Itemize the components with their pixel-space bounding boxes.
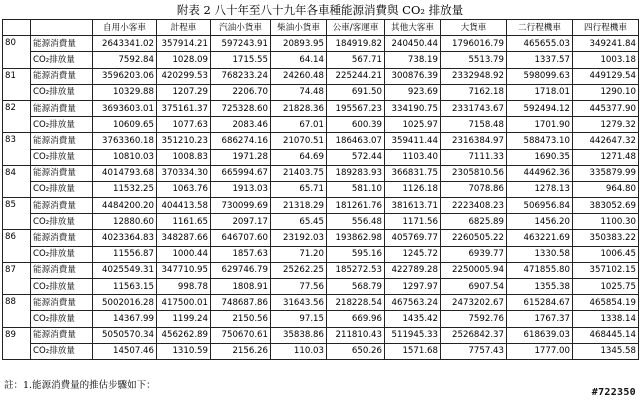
year-cell: 82 [3,100,31,132]
value-cell: 366831.75 [385,165,441,181]
value-cell: 77.56 [271,279,327,295]
value-cell: 1100.30 [573,214,639,230]
year-cell: 83 [3,133,31,165]
value-cell: 463221.69 [507,230,573,246]
value-cell: 240450.44 [385,36,441,52]
value-cell: 442647.32 [573,133,639,149]
table-row [3,52,639,68]
year-cell: 86 [3,230,31,262]
value-cell: 1808.91 [211,279,271,295]
column-header: 汽油小貨車 [211,20,271,36]
value-cell: 4025549.31 [93,262,157,278]
value-cell: 686274.16 [211,133,271,149]
year-cell: 84 [3,165,31,197]
value-cell: 3763360.18 [93,133,157,149]
value-cell: 588473.10 [507,133,573,149]
value-cell: 2250005.94 [441,262,507,278]
value-cell: 2156.26 [211,343,271,359]
year-cell: 89 [3,327,31,359]
value-cell: 1161.65 [157,214,211,230]
value-cell: 23192.03 [271,230,327,246]
value-cell: 359411.44 [385,133,441,149]
value-cell: 2223408.23 [441,198,507,214]
value-cell: 349241.84 [573,36,639,52]
value-cell: 21070.51 [271,133,327,149]
value-cell: 10609.65 [93,117,157,133]
value-cell: 1715.55 [211,52,271,68]
value-cell: 6939.77 [441,246,507,262]
table-row [3,198,639,214]
value-cell: 417500.01 [157,295,211,311]
value-cell: 185272.53 [327,262,385,278]
value-cell: 1063.76 [157,181,211,197]
value-cell: 7162.18 [441,84,507,100]
value-cell: 10329.88 [93,84,157,100]
table-row [3,327,639,343]
column-header: 計程車 [157,20,211,36]
value-cell: 97.15 [271,311,327,327]
value-cell: 348287.66 [157,230,211,246]
value-cell: 67.01 [271,117,327,133]
value-cell: 74.48 [271,84,327,100]
column-header [3,20,31,36]
value-cell: 730099.69 [211,198,271,214]
year-cell: 88 [3,295,31,327]
value-cell: 572.44 [327,149,385,165]
value-cell: 189283.93 [327,165,385,181]
value-cell: 420299.53 [157,68,211,84]
value-cell: 6825.89 [441,214,507,230]
value-cell: 456262.89 [157,327,211,343]
value-cell: 2316384.97 [441,133,507,149]
value-cell: 665994.67 [211,165,271,181]
energy-label-cell: 能源消費量 [31,198,93,214]
table-row [3,246,639,262]
value-cell: 7078.86 [441,181,507,197]
energy-label-cell: 能源消費量 [31,100,93,116]
value-cell: 35838.86 [271,327,327,343]
table-row [3,84,639,100]
value-cell: 506956.84 [507,198,573,214]
value-cell: 1701.90 [507,117,573,133]
value-cell: 600.39 [327,117,385,133]
value-cell: 31643.56 [271,295,327,311]
table-row [3,343,639,359]
value-cell: 669.96 [327,311,385,327]
value-cell: 2331743.67 [441,100,507,116]
value-cell: 4484200.20 [93,198,157,214]
value-cell: 375161.37 [157,100,211,116]
value-cell: 7757.43 [441,343,507,359]
value-cell: 1271.48 [573,149,639,165]
energy-label-cell: 能源消費量 [31,230,93,246]
value-cell: 1337.57 [507,52,573,68]
value-cell: 12880.60 [93,214,157,230]
table-row [3,68,639,84]
value-cell: 468445.14 [573,327,639,343]
table-body [3,36,639,360]
value-cell: 2083.46 [211,117,271,133]
value-cell: 646707.60 [211,230,271,246]
value-cell: 597243.91 [211,36,271,52]
value-cell: 357914.21 [157,36,211,52]
value-cell: 1008.83 [157,149,211,165]
co2-label-cell: CO₂排放量 [31,214,93,230]
value-cell: 71.20 [271,246,327,262]
value-cell: 24260.48 [271,68,327,84]
energy-label-cell: 能源消費量 [31,36,93,52]
value-cell: 1338.14 [573,311,639,327]
value-cell: 11556.87 [93,246,157,262]
value-cell: 383052.69 [573,198,639,214]
value-cell: 2526842.37 [441,327,507,343]
co2-label-cell: CO₂排放量 [31,343,93,359]
watermark-id: #722350 [591,387,636,398]
value-cell: 65.71 [271,181,327,197]
value-cell: 750670.61 [211,327,271,343]
value-cell: 4023364.83 [93,230,157,246]
value-cell: 444962.36 [507,165,573,181]
value-cell: 471855.80 [507,262,573,278]
value-cell: 1767.37 [507,311,573,327]
value-cell: 64.14 [271,52,327,68]
table-row [3,311,639,327]
value-cell: 422789.28 [385,262,441,278]
value-cell: 1103.40 [385,149,441,165]
value-cell: 2260505.22 [441,230,507,246]
value-cell: 998.78 [157,279,211,295]
value-cell: 64.69 [271,149,327,165]
value-cell: 1456.20 [507,214,573,230]
data-table [2,19,639,360]
value-cell: 1199.24 [157,311,211,327]
co2-label-cell: CO₂排放量 [31,181,93,197]
value-cell: 567.71 [327,52,385,68]
value-cell: 465655.03 [507,36,573,52]
value-cell: 1971.28 [211,149,271,165]
value-cell: 1025.75 [573,279,639,295]
value-cell: 405769.77 [385,230,441,246]
value-cell: 1718.01 [507,84,573,100]
value-cell: 598099.63 [507,68,573,84]
value-cell: 1777.00 [507,343,573,359]
value-cell: 3693603.01 [93,100,157,116]
value-cell: 923.69 [385,84,441,100]
value-cell: 511945.33 [385,327,441,343]
value-cell: 618639.03 [507,327,573,343]
energy-label-cell: 能源消費量 [31,295,93,311]
value-cell: 1796016.79 [441,36,507,52]
value-cell: 14367.99 [93,311,157,327]
table-row [3,230,639,246]
value-cell: 1297.97 [385,279,441,295]
value-cell: 2643341.02 [93,36,157,52]
value-cell: 300876.39 [385,68,441,84]
year-cell: 87 [3,262,31,294]
year-cell: 80 [3,36,31,68]
footnote: 註：1.能源消費量的推估步驟如下： [4,380,156,391]
value-cell: 1245.72 [385,246,441,262]
value-cell: 1278.13 [507,181,573,197]
column-header: 柴油小貨車 [271,20,327,36]
value-cell: 1077.63 [157,117,211,133]
column-header [31,20,93,36]
value-cell: 334190.75 [385,100,441,116]
co2-label-cell: CO₂排放量 [31,84,93,100]
year-cell: 85 [3,198,31,230]
value-cell: 193862.98 [327,230,385,246]
energy-label-cell: 能源消費量 [31,68,93,84]
value-cell: 20893.95 [271,36,327,52]
value-cell: 3596203.06 [93,68,157,84]
value-cell: 6907.54 [441,279,507,295]
value-cell: 186463.07 [327,133,385,149]
value-cell: 1571.68 [385,343,441,359]
value-cell: 7111.33 [441,149,507,165]
table-row [3,133,639,149]
column-header: 自用小客車 [93,20,157,36]
value-cell: 65.45 [271,214,327,230]
value-cell: 4014793.68 [93,165,157,181]
table-title: 附表 2 八十年至八十九年各車種能源消費與 CO₂ 排放量 [176,3,464,17]
value-cell: 629746.79 [211,262,271,278]
value-cell: 1207.29 [157,84,211,100]
value-cell: 184919.82 [327,36,385,52]
value-cell: 1028.09 [157,52,211,68]
energy-label-cell: 能源消費量 [31,262,93,278]
value-cell: 1003.18 [573,52,639,68]
value-cell: 370334.30 [157,165,211,181]
co2-label-cell: CO₂排放量 [31,279,93,295]
value-cell: 5050570.34 [93,327,157,343]
value-cell: 225244.21 [327,68,385,84]
value-cell: 1171.56 [385,214,441,230]
value-cell: 1857.63 [211,246,271,262]
value-cell: 5002016.28 [93,295,157,311]
value-cell: 10810.03 [93,149,157,165]
energy-label-cell: 能源消費量 [31,327,93,343]
value-cell: 748687.86 [211,295,271,311]
value-cell: 350383.22 [573,230,639,246]
table-row [3,262,639,278]
column-header: 其他大客車 [385,20,441,36]
value-cell: 467563.24 [385,295,441,311]
value-cell: 347710.95 [157,262,211,278]
value-cell: 556.48 [327,214,385,230]
value-cell: 738.19 [385,52,441,68]
value-cell: 25262.25 [271,262,327,278]
value-cell: 1310.59 [157,343,211,359]
value-cell: 650.26 [327,343,385,359]
value-cell: 5513.79 [441,52,507,68]
value-cell: 1345.58 [573,343,639,359]
value-cell: 218228.54 [327,295,385,311]
value-cell: 2473202.67 [441,295,507,311]
table-row [3,279,639,295]
value-cell: 445377.90 [573,100,639,116]
value-cell: 595.16 [327,246,385,262]
value-cell: 568.79 [327,279,385,295]
table-row [3,165,639,181]
table-row [3,181,639,197]
energy-label-cell: 能源消費量 [31,133,93,149]
value-cell: 592494.12 [507,100,573,116]
value-cell: 2150.56 [211,311,271,327]
value-cell: 1330.58 [507,246,573,262]
value-cell: 1000.44 [157,246,211,262]
energy-label-cell: 能源消費量 [31,165,93,181]
co2-label-cell: CO₂排放量 [31,52,93,68]
value-cell: 195567.23 [327,100,385,116]
value-cell: 449129.54 [573,68,639,84]
value-cell: 2206.70 [211,84,271,100]
value-cell: 404413.58 [157,198,211,214]
table-row [3,295,639,311]
value-cell: 1290.10 [573,84,639,100]
value-cell: 1913.03 [211,181,271,197]
value-cell: 465854.19 [573,295,639,311]
value-cell: 7592.76 [441,311,507,327]
value-cell: 7592.84 [93,52,157,68]
co2-label-cell: CO₂排放量 [31,311,93,327]
column-header: 公車/客運車 [327,20,385,36]
value-cell: 1126.18 [385,181,441,197]
value-cell: 110.03 [271,343,327,359]
value-cell: 1279.32 [573,117,639,133]
value-cell: 964.80 [573,181,639,197]
value-cell: 21318.29 [271,198,327,214]
value-cell: 335879.99 [573,165,639,181]
value-cell: 2097.17 [211,214,271,230]
value-cell: 1025.97 [385,117,441,133]
co2-label-cell: CO₂排放量 [31,246,93,262]
header-row [3,20,639,36]
value-cell: 357102.15 [573,262,639,278]
value-cell: 2305810.56 [441,165,507,181]
value-cell: 351210.23 [157,133,211,149]
co2-label-cell: CO₂排放量 [31,149,93,165]
value-cell: 11563.15 [93,279,157,295]
value-cell: 181261.76 [327,198,385,214]
column-header: 二行程機車 [507,20,573,36]
table-row [3,214,639,230]
value-cell: 381613.71 [385,198,441,214]
value-cell: 768233.24 [211,68,271,84]
value-cell: 725328.60 [211,100,271,116]
table-row [3,100,639,116]
table-row [3,117,639,133]
value-cell: 21403.75 [271,165,327,181]
value-cell: 581.10 [327,181,385,197]
value-cell: 615284.67 [507,295,573,311]
value-cell: 691.50 [327,84,385,100]
value-cell: 2332948.92 [441,68,507,84]
value-cell: 7158.48 [441,117,507,133]
value-cell: 1690.35 [507,149,573,165]
value-cell: 1435.42 [385,311,441,327]
co2-label-cell: CO₂排放量 [31,117,93,133]
table-row [3,149,639,165]
column-header: 大貨車 [441,20,507,36]
value-cell: 211810.43 [327,327,385,343]
value-cell: 21828.36 [271,100,327,116]
value-cell: 14507.46 [93,343,157,359]
value-cell: 11532.25 [93,181,157,197]
value-cell: 1355.38 [507,279,573,295]
value-cell: 1006.45 [573,246,639,262]
year-cell: 81 [3,68,31,100]
column-header: 四行程機車 [573,20,639,36]
table-row [3,36,639,52]
